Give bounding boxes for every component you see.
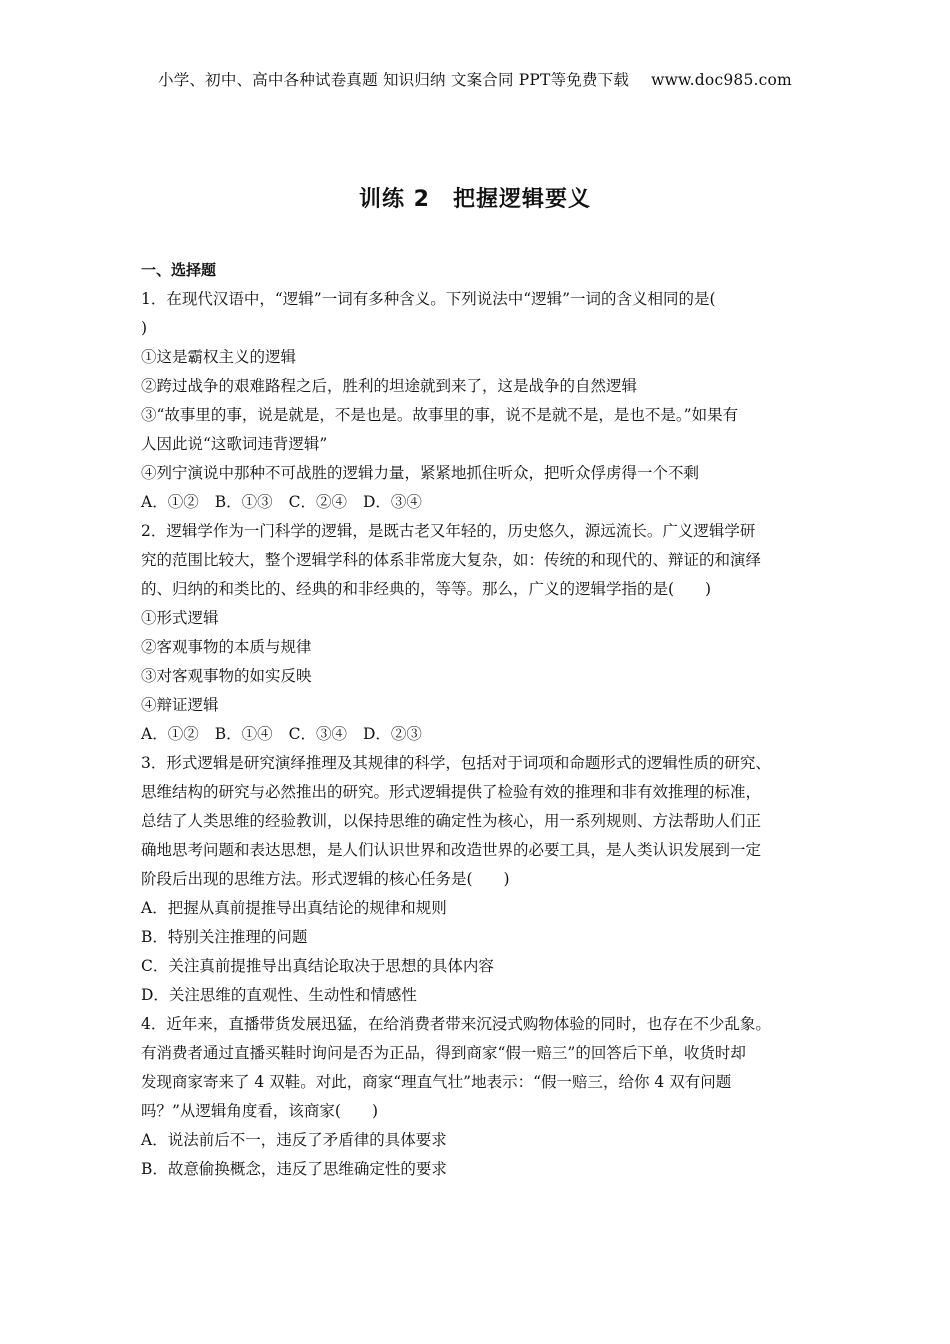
question-stem: 的、归纳的和类比的、经典的和非经典的，等等。那么，广义的逻辑学指的是( ) [141, 580, 712, 598]
option-a: A．①② [141, 493, 199, 511]
question-stem: 总结了人类思维的经验教训，以保持思维的确定性为核心，用一系列规则、方法帮助人们正 [141, 812, 762, 830]
page-title: 训练 2 把握逻辑要义 [359, 187, 591, 212]
option-b: B．①④ [214, 725, 273, 743]
option-d: D．②③ [362, 725, 422, 743]
header-text: 小学、初中、高中各种试卷真题 知识归纳 文案合同 PPT等免费下载 [158, 71, 630, 89]
option-a: A．把握从真前提推导出真结论的规律和规则 [141, 899, 447, 917]
option-d: D．关注思维的直观性、生动性和情感性 [141, 986, 417, 1004]
option-c: C．③④ [288, 725, 347, 743]
option-b: B．故意偷换概念，违反了思维确定性的要求 [141, 1160, 447, 1178]
option-d: D．③④ [362, 493, 422, 511]
question-stem: 2．逻辑学作为一门科学的逻辑，是既古老又年轻的，历史悠久，源远流长。广义逻辑学研 [141, 522, 756, 540]
question-stem: 确地思考问题和表达思想，是人们认识世界和改造世界的必要工具，是人类认识发展到一定 [141, 841, 762, 859]
statement-item: ③对客观事物的如实反映 [141, 667, 312, 685]
statement-item: ②客观事物的本质与规律 [141, 638, 312, 656]
question-3 [141, 749, 813, 1010]
question-stem: 1．在现代汉语中，“逻辑”一词有多种含义。下列说法中“逻辑”一词的含义相同的是( [141, 290, 716, 308]
statement-item: ②跨过战争的艰难路程之后，胜利的坦途就到来了，这是战争的自然逻辑 [141, 377, 638, 395]
header-url[interactable]: www.doc985.com [651, 71, 792, 89]
statement-item: ①形式逻辑 [141, 609, 219, 627]
answer-options [141, 488, 813, 517]
option-b: B．①③ [214, 493, 273, 511]
page-header [0, 68, 950, 90]
question-stem: 3．形式逻辑是研究演绎推理及其规律的科学，包括对于词项和命题形式的逻辑性质的研究、 [141, 754, 771, 772]
section-heading: 一、选择题 [141, 261, 217, 279]
question-1 [141, 285, 813, 517]
answer-options [141, 720, 813, 749]
document-body [141, 256, 813, 1184]
question-stem: 4．近年来，直播带货发展迅猛，在给消费者带来沉浸式购物体验的同时，也存在不少乱象。 [141, 1015, 771, 1033]
option-c: C．关注真前提推导出真结论取决于思想的具体内容 [141, 957, 494, 975]
question-stem: ) [141, 319, 148, 337]
question-stem: 思维结构的研究与必然推出的研究。形式逻辑提供了检验有效的推理和非有效推理的标准， [141, 783, 762, 801]
question-stem: 阶段后出现的思维方法。形式逻辑的核心任务是( ) [141, 870, 510, 888]
statement-item: ①这是霸权主义的逻辑 [141, 348, 297, 366]
option-a: A．说法前后不一，违反了矛盾律的具体要求 [141, 1131, 447, 1149]
question-stem: 有消费者通过直播买鞋时询问是否为正品，得到商家“假一赔三”的回答后下单，收货时却 [141, 1044, 746, 1062]
question-4 [141, 1010, 813, 1184]
question-stem: 究的范围比较大，整个逻辑学科的体系非常庞大复杂，如：传统的和现代的、辩证的和演绎 [141, 551, 762, 569]
option-a: A．①② [141, 725, 199, 743]
statement-item: ③“故事里的事，说是就是，不是也是。故事里的事，说不是就不是，是也不是。”如果有 [141, 406, 739, 424]
question-2 [141, 517, 813, 749]
statement-item: ④辩证逻辑 [141, 696, 219, 714]
statement-item: 人因此说“这歌词违背逻辑” [141, 435, 328, 453]
question-stem: 吗？”从逻辑角度看，该商家( ) [141, 1102, 379, 1120]
option-b: B．特别关注推理的问题 [141, 928, 308, 946]
statement-item: ④列宁演说中那种不可战胜的逻辑力量，紧紧地抓住听众，把听众俘虏得一个不剩 [141, 464, 700, 482]
option-c: C．②④ [288, 493, 347, 511]
question-stem: 发现商家寄来了 4 双鞋。对此，商家“理直气壮”地表示：“假一赔三，给你 4 双有问题 [141, 1073, 732, 1091]
